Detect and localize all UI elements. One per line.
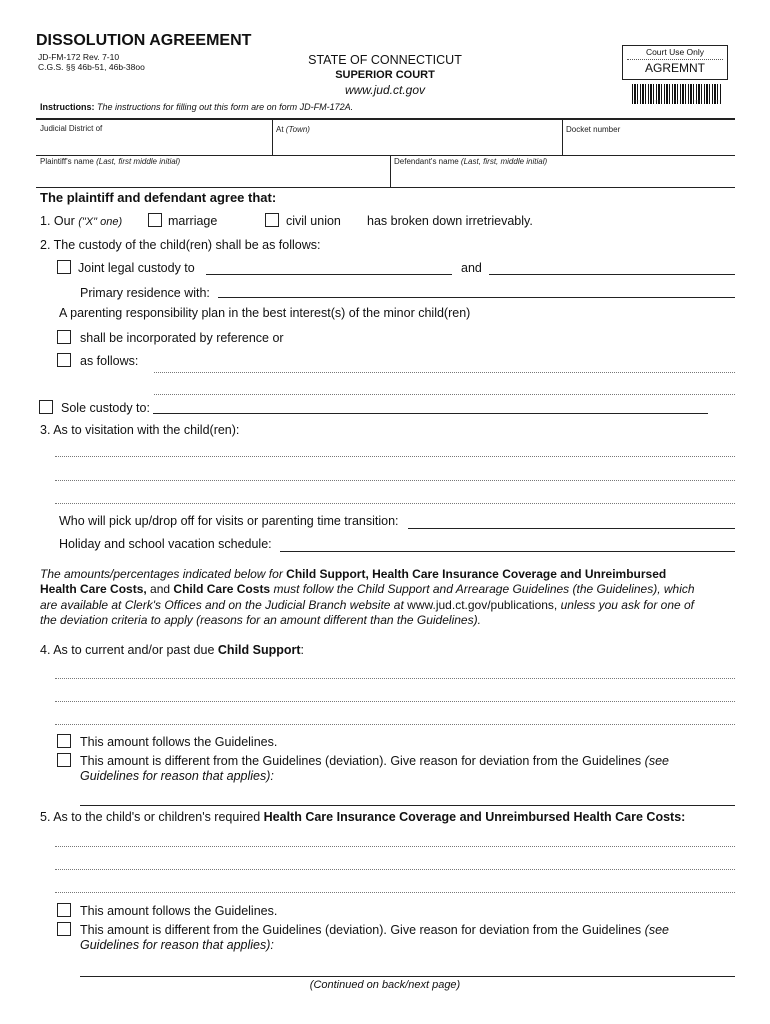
civil-union-label: civil union (286, 214, 341, 228)
court-use-label: Court Use Only (645, 47, 705, 57)
as-follows-label: as follows: (80, 354, 139, 368)
barcode (632, 84, 722, 104)
visitation-line-1[interactable] (55, 456, 735, 457)
child-support-line-2[interactable] (55, 701, 735, 702)
judicial-district-label: Judicial District of (40, 124, 103, 133)
item5-reason-line[interactable] (80, 976, 735, 977)
item5-follows-checkbox[interactable] (57, 903, 71, 917)
continued-note: (Continued on back/next page) (309, 979, 461, 991)
item3-heading: 3. As to visitation with the child(ren): (40, 423, 240, 437)
item5-heading: 5. As to the child's or children's required Health Care Insurance Coverage and Unreimbursed Health Care Costs: (40, 810, 686, 824)
civil-union-checkbox[interactable] (265, 213, 279, 227)
sole-custody-line[interactable] (153, 413, 708, 414)
guidelines-line-1: The amounts/percentages indicated below for Child Support, Health Care Insurance Coverage and Unreimbursed (40, 567, 667, 581)
state-name: STATE OF CONNECTICUT (308, 53, 462, 67)
visitation-line-2[interactable] (55, 480, 735, 481)
holiday-label: Holiday and school vacation schedule: (59, 537, 272, 551)
court-use-box (622, 45, 728, 80)
court-use-code: AGREMNT (645, 61, 705, 75)
item4-deviation-label: This amount is different from the Guidelines (deviation). Give reason for deviation from the Guidelines (see (80, 754, 669, 768)
item5-reason-label: Guidelines for reason that applies): (80, 938, 274, 952)
as-follows-checkbox[interactable] (57, 353, 71, 367)
parenting-plan-text: A parenting responsibility plan in the best interest(s) of the minor child(ren) (59, 306, 471, 320)
as-follows-line-2[interactable] (154, 394, 735, 395)
plaintiff-name-input[interactable] (40, 167, 386, 185)
marriage-checkbox[interactable] (148, 213, 162, 227)
pickup-label: Who will pick up/drop off for visits or parenting time transition: (59, 514, 399, 528)
judicial-district-input[interactable] (40, 134, 268, 152)
sole-custody-label: Sole custody to: (61, 401, 150, 415)
joint-custody-checkbox[interactable] (57, 260, 71, 274)
as-follows-line-1[interactable] (154, 372, 735, 373)
court-website: www.jud.ct.gov (344, 83, 426, 97)
health-care-line-1[interactable] (55, 846, 735, 847)
child-support-line-3[interactable] (55, 724, 735, 725)
item4-reason-line[interactable] (80, 805, 735, 806)
primary-residence-line[interactable] (218, 297, 735, 298)
instructions-label: Instructions: (40, 102, 95, 112)
item4-heading: 4. As to current and/or past due Child Support: (40, 643, 305, 657)
defendant-label: Defendant's name (Last, first, middle initial) (394, 157, 548, 166)
pickup-line[interactable] (408, 528, 735, 529)
guidelines-line-2: Health Care Costs, and Child Care Costs must follow the Child Support and Arrearage Guidelines (the Guidelines), which (40, 582, 695, 596)
joint-custody-label: Joint legal custody to (78, 261, 195, 275)
agree-heading: The plaintiff and defendant agree that: (40, 190, 277, 205)
docket-label: Docket number (566, 125, 621, 134)
item4-deviation-checkbox[interactable] (57, 753, 71, 767)
joint-custody-line-2[interactable] (489, 274, 735, 275)
item5-deviation-label: This amount is different from the Guidelines (deviation). Give reason for deviation from the Guidelines (see (80, 923, 669, 937)
statutes: C.G.S. §§ 46b-51, 46b-38oo (38, 62, 145, 72)
health-care-line-3[interactable] (55, 892, 735, 893)
primary-residence-label: Primary residence with: (80, 286, 210, 300)
guidelines-line-4: the deviation criteria to apply (reasons for an amount different than the Guidelines). (40, 613, 481, 627)
item1-suffix: has broken down irretrievably. (367, 214, 533, 228)
defendant-name-input[interactable] (394, 167, 732, 185)
plaintiff-label: Plaintiff's name (Last, first middle initial) (40, 157, 181, 166)
item5-deviation-checkbox[interactable] (57, 922, 71, 936)
form-title: DISSOLUTION AGREEMENT (36, 32, 252, 49)
docket-input[interactable] (566, 135, 731, 153)
item2-heading: 2. The custody of the child(ren) shall be as follows: (40, 238, 321, 252)
sole-custody-checkbox[interactable] (39, 400, 53, 414)
holiday-line[interactable] (280, 551, 735, 552)
visitation-line-3[interactable] (55, 503, 735, 504)
joint-custody-line-1[interactable] (206, 274, 452, 275)
guidelines-line-3: are available at Clerk's Offices and on the Judicial Branch website at www.jud.ct.gov/publications, unless you ask for one of (40, 598, 695, 612)
item4-reason-label: Guidelines for reason that applies): (80, 769, 274, 783)
court-name: SUPERIOR COURT (335, 69, 435, 81)
item1-prefix: 1. Our ("X" one) (40, 214, 123, 228)
item4-follows-label: This amount follows the Guidelines. (80, 735, 278, 749)
child-support-line-1[interactable] (55, 678, 735, 679)
health-care-line-2[interactable] (55, 869, 735, 870)
item5-follows-label: This amount follows the Guidelines. (80, 904, 278, 918)
incorporated-label: shall be incorporated by reference or (80, 331, 284, 345)
incorporated-checkbox[interactable] (57, 330, 71, 344)
town-input[interactable] (276, 135, 558, 153)
instructions-text: The instructions for filling out this form are on form JD-FM-172A. (97, 102, 354, 112)
marriage-label: marriage (168, 214, 218, 228)
and-label: and (461, 261, 482, 275)
form-number: JD-FM-172 Rev. 7-10 (38, 52, 120, 62)
at-label: At (Town) (276, 125, 310, 134)
instructions (40, 102, 353, 112)
item4-follows-checkbox[interactable] (57, 734, 71, 748)
